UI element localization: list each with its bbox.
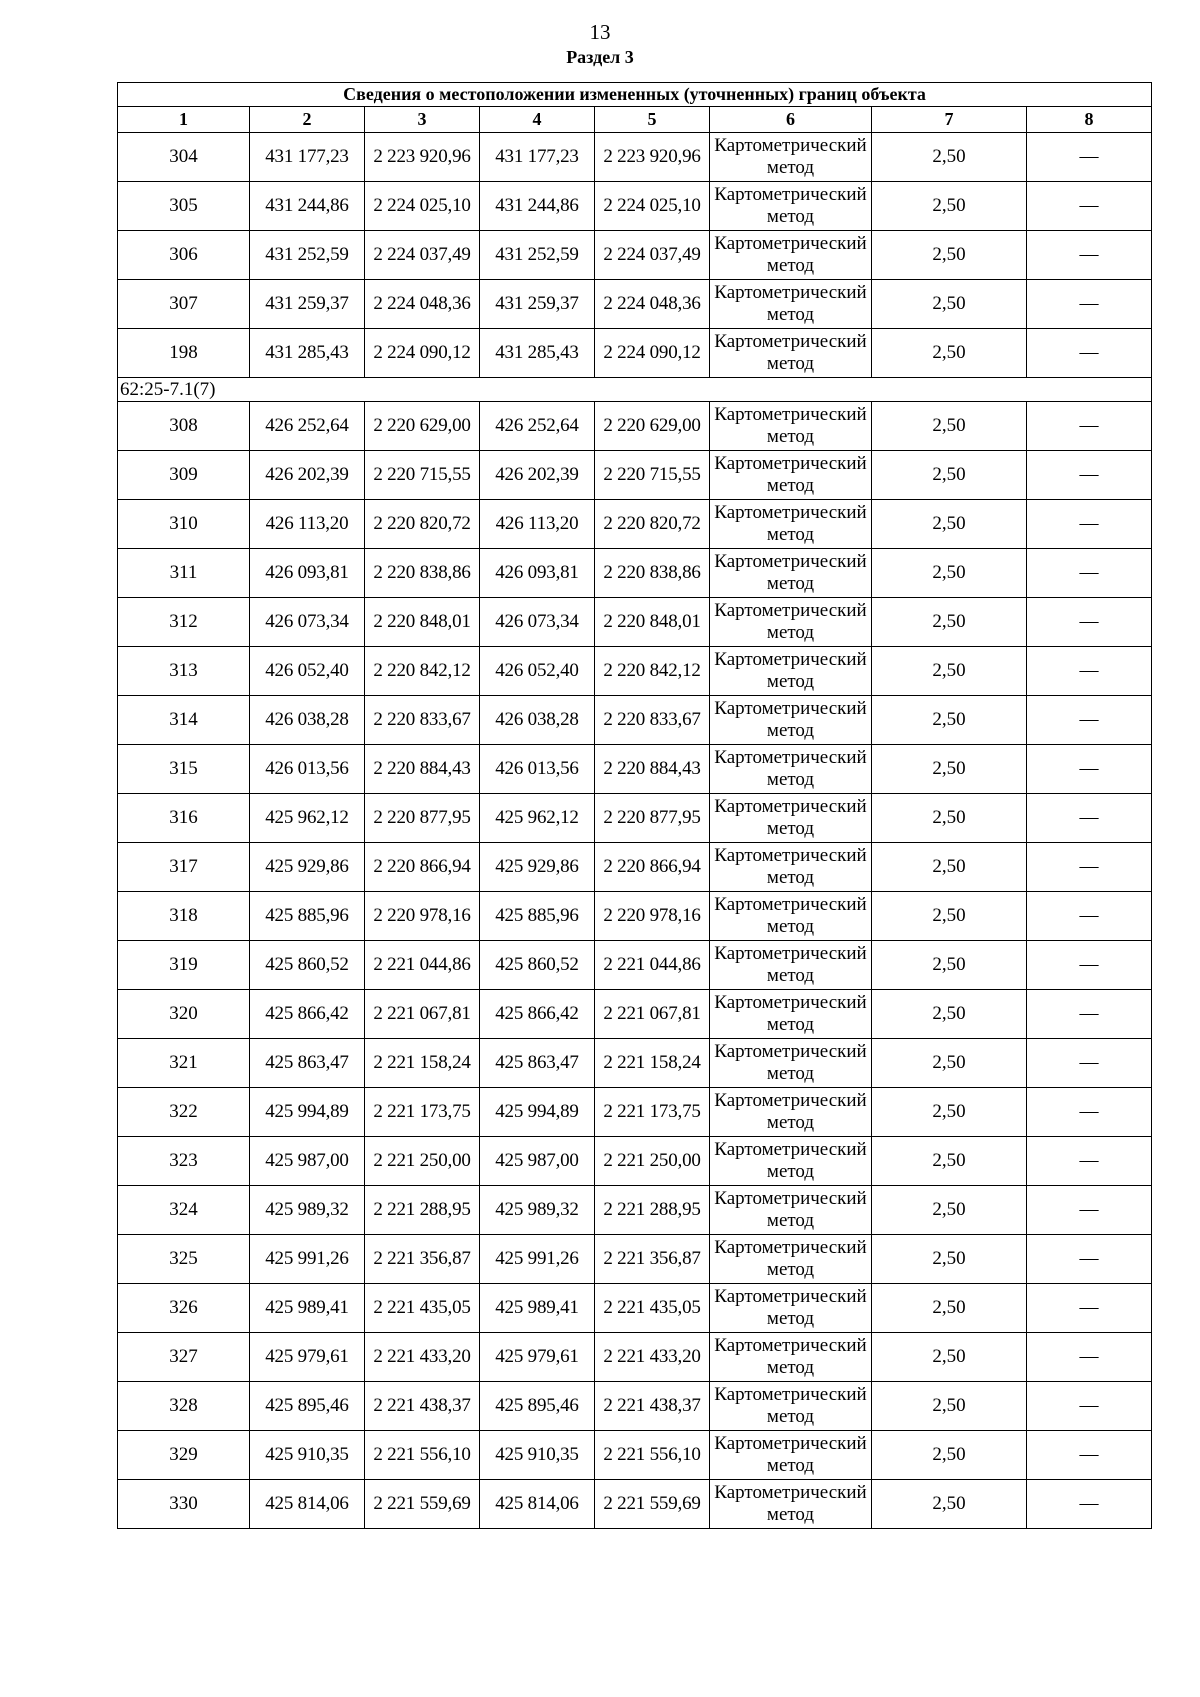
existing-x-cell: 426 093,81 (250, 549, 365, 598)
refined-y-cell: 2 221 438,37 (595, 1382, 710, 1431)
point-number-cell: 325 (118, 1235, 250, 1284)
refined-x-cell: 425 991,26 (480, 1235, 595, 1284)
table-row (118, 892, 1152, 941)
table-caption: Сведения о местоположении измененных (уточненных) границ объекта (118, 83, 1152, 107)
point-number-cell: 321 (118, 1039, 250, 1088)
refined-x-cell: 425 989,32 (480, 1186, 595, 1235)
existing-y-cell: 2 224 090,12 (365, 329, 480, 378)
point-number-cell: 313 (118, 647, 250, 696)
accuracy-cell: 2,50 (872, 1137, 1027, 1186)
accuracy-cell: 2,50 (872, 451, 1027, 500)
point-number-cell: 322 (118, 1088, 250, 1137)
method-cell: Картометрический метод (710, 647, 872, 696)
existing-y-cell: 2 221 433,20 (365, 1333, 480, 1382)
existing-x-cell: 426 038,28 (250, 696, 365, 745)
existing-x-cell: 425 989,32 (250, 1186, 365, 1235)
refined-y-cell: 2 221 435,05 (595, 1284, 710, 1333)
refined-y-cell: 2 220 629,00 (595, 402, 710, 451)
refined-y-cell: 2 224 048,36 (595, 280, 710, 329)
accuracy-cell: 2,50 (872, 1088, 1027, 1137)
point-number-cell: 324 (118, 1186, 250, 1235)
accuracy-cell: 2,50 (872, 696, 1027, 745)
table-body (118, 133, 1152, 1529)
existing-x-cell: 425 814,06 (250, 1480, 365, 1529)
column-number: 7 (872, 107, 1027, 133)
description-cell: — (1027, 1431, 1152, 1480)
existing-x-cell: 426 252,64 (250, 402, 365, 451)
existing-y-cell: 2 220 978,16 (365, 892, 480, 941)
description-cell: — (1027, 647, 1152, 696)
method-cell: Картометрический метод (710, 402, 872, 451)
existing-y-cell: 2 220 820,72 (365, 500, 480, 549)
table-row (118, 941, 1152, 990)
description-cell: — (1027, 1235, 1152, 1284)
existing-y-cell: 2 224 025,10 (365, 182, 480, 231)
accuracy-cell: 2,50 (872, 794, 1027, 843)
column-number: 5 (595, 107, 710, 133)
method-cell: Картометрический метод (710, 1088, 872, 1137)
description-cell: — (1027, 1088, 1152, 1137)
refined-y-cell: 2 223 920,96 (595, 133, 710, 182)
accuracy-cell: 2,50 (872, 1431, 1027, 1480)
existing-x-cell: 425 994,89 (250, 1088, 365, 1137)
refined-x-cell: 425 895,46 (480, 1382, 595, 1431)
refined-x-cell: 425 863,47 (480, 1039, 595, 1088)
existing-y-cell: 2 220 715,55 (365, 451, 480, 500)
accuracy-cell: 2,50 (872, 1186, 1027, 1235)
existing-y-cell: 2 223 920,96 (365, 133, 480, 182)
method-cell: Картометрический метод (710, 1137, 872, 1186)
description-cell: — (1027, 231, 1152, 280)
point-number-cell: 311 (118, 549, 250, 598)
point-number-cell: 309 (118, 451, 250, 500)
point-number-cell: 305 (118, 182, 250, 231)
accuracy-cell: 2,50 (872, 329, 1027, 378)
table-row (118, 549, 1152, 598)
accuracy-cell: 2,50 (872, 745, 1027, 794)
refined-x-cell: 426 093,81 (480, 549, 595, 598)
description-cell: — (1027, 794, 1152, 843)
description-cell: — (1027, 451, 1152, 500)
method-cell: Картометрический метод (710, 990, 872, 1039)
method-cell: Картометрический метод (710, 794, 872, 843)
description-cell: — (1027, 1186, 1152, 1235)
refined-x-cell: 425 885,96 (480, 892, 595, 941)
refined-y-cell: 2 220 820,72 (595, 500, 710, 549)
refined-x-cell: 431 244,86 (480, 182, 595, 231)
table-row (118, 133, 1152, 182)
refined-y-cell: 2 221 356,87 (595, 1235, 710, 1284)
point-number-cell: 310 (118, 500, 250, 549)
refined-y-cell: 2 221 433,20 (595, 1333, 710, 1382)
point-number-cell: 308 (118, 402, 250, 451)
description-cell: — (1027, 1137, 1152, 1186)
refined-y-cell: 2 221 288,95 (595, 1186, 710, 1235)
existing-y-cell: 2 224 048,36 (365, 280, 480, 329)
existing-x-cell: 425 979,61 (250, 1333, 365, 1382)
point-number-cell: 319 (118, 941, 250, 990)
existing-x-cell: 425 989,41 (250, 1284, 365, 1333)
refined-x-cell: 431 177,23 (480, 133, 595, 182)
refined-x-cell: 425 979,61 (480, 1333, 595, 1382)
table-row (118, 1039, 1152, 1088)
refined-y-cell: 2 221 067,81 (595, 990, 710, 1039)
point-number-cell: 315 (118, 745, 250, 794)
table-row (118, 329, 1152, 378)
existing-y-cell: 2 220 833,67 (365, 696, 480, 745)
refined-x-cell: 426 252,64 (480, 402, 595, 451)
table-row (118, 231, 1152, 280)
point-number-cell: 316 (118, 794, 250, 843)
table-row (118, 1382, 1152, 1431)
existing-y-cell: 2 221 250,00 (365, 1137, 480, 1186)
table-caption-row (118, 83, 1152, 107)
method-cell: Картометрический метод (710, 745, 872, 794)
method-cell: Картометрический метод (710, 598, 872, 647)
refined-y-cell: 2 224 037,49 (595, 231, 710, 280)
method-cell: Картометрический метод (710, 182, 872, 231)
existing-x-cell: 426 113,20 (250, 500, 365, 549)
existing-y-cell: 2 220 866,94 (365, 843, 480, 892)
accuracy-cell: 2,50 (872, 133, 1027, 182)
method-cell: Картометрический метод (710, 500, 872, 549)
refined-y-cell: 2 221 044,86 (595, 941, 710, 990)
method-cell: Картометрический метод (710, 941, 872, 990)
accuracy-cell: 2,50 (872, 843, 1027, 892)
description-cell: — (1027, 133, 1152, 182)
description-cell: — (1027, 598, 1152, 647)
existing-y-cell: 2 221 435,05 (365, 1284, 480, 1333)
point-number-cell: 326 (118, 1284, 250, 1333)
table-row (118, 451, 1152, 500)
description-cell: — (1027, 1382, 1152, 1431)
method-cell: Картометрический метод (710, 231, 872, 280)
accuracy-cell: 2,50 (872, 549, 1027, 598)
method-cell: Картометрический метод (710, 1284, 872, 1333)
existing-x-cell: 426 052,40 (250, 647, 365, 696)
point-number-cell: 329 (118, 1431, 250, 1480)
method-cell: Картометрический метод (710, 1333, 872, 1382)
table-row (118, 1137, 1152, 1186)
description-cell: — (1027, 1480, 1152, 1529)
existing-y-cell: 2 221 438,37 (365, 1382, 480, 1431)
description-cell: — (1027, 182, 1152, 231)
point-number-cell: 317 (118, 843, 250, 892)
refined-y-cell: 2 224 025,10 (595, 182, 710, 231)
description-cell: — (1027, 1333, 1152, 1382)
accuracy-cell: 2,50 (872, 1480, 1027, 1529)
existing-x-cell: 425 895,46 (250, 1382, 365, 1431)
description-cell: — (1027, 402, 1152, 451)
point-number-cell: 328 (118, 1382, 250, 1431)
method-cell: Картометрический метод (710, 1431, 872, 1480)
point-number-cell: 320 (118, 990, 250, 1039)
existing-y-cell: 2 220 629,00 (365, 402, 480, 451)
existing-y-cell: 2 221 559,69 (365, 1480, 480, 1529)
column-number-row (118, 107, 1152, 133)
existing-x-cell: 425 991,26 (250, 1235, 365, 1284)
existing-y-cell: 2 221 288,95 (365, 1186, 480, 1235)
refined-y-cell: 2 220 884,43 (595, 745, 710, 794)
point-number-cell: 312 (118, 598, 250, 647)
point-number-cell: 318 (118, 892, 250, 941)
existing-x-cell: 426 202,39 (250, 451, 365, 500)
description-cell: — (1027, 892, 1152, 941)
refined-x-cell: 431 285,43 (480, 329, 595, 378)
method-cell: Картометрический метод (710, 1039, 872, 1088)
refined-x-cell: 425 814,06 (480, 1480, 595, 1529)
table-row (118, 1480, 1152, 1529)
existing-x-cell: 431 252,59 (250, 231, 365, 280)
table-row (118, 280, 1152, 329)
refined-y-cell: 2 220 877,95 (595, 794, 710, 843)
section-title: Раздел 3 (566, 47, 634, 67)
existing-y-cell: 2 221 158,24 (365, 1039, 480, 1088)
existing-x-cell: 425 962,12 (250, 794, 365, 843)
refined-x-cell: 425 962,12 (480, 794, 595, 843)
refined-y-cell: 2 224 090,12 (595, 329, 710, 378)
existing-x-cell: 425 885,96 (250, 892, 365, 941)
existing-x-cell: 425 866,42 (250, 990, 365, 1039)
refined-y-cell: 2 220 842,12 (595, 647, 710, 696)
accuracy-cell: 2,50 (872, 892, 1027, 941)
column-number: 8 (1027, 107, 1152, 133)
accuracy-cell: 2,50 (872, 500, 1027, 549)
existing-y-cell: 2 221 173,75 (365, 1088, 480, 1137)
table-row (118, 696, 1152, 745)
table-row (118, 647, 1152, 696)
table-row (118, 182, 1152, 231)
accuracy-cell: 2,50 (872, 1235, 1027, 1284)
refined-y-cell: 2 221 556,10 (595, 1431, 710, 1480)
method-cell: Картометрический метод (710, 549, 872, 598)
existing-y-cell: 2 220 848,01 (365, 598, 480, 647)
refined-y-cell: 2 221 158,24 (595, 1039, 710, 1088)
table-row (118, 1431, 1152, 1480)
existing-x-cell: 426 013,56 (250, 745, 365, 794)
description-cell: — (1027, 329, 1152, 378)
accuracy-cell: 2,50 (872, 231, 1027, 280)
page-number: 13 (589, 20, 611, 44)
description-cell: — (1027, 696, 1152, 745)
description-cell: — (1027, 843, 1152, 892)
refined-y-cell: 2 221 250,00 (595, 1137, 710, 1186)
description-cell: — (1027, 941, 1152, 990)
method-cell: Картометрический метод (710, 892, 872, 941)
method-cell: Картометрический метод (710, 1235, 872, 1284)
refined-y-cell: 2 220 833,67 (595, 696, 710, 745)
accuracy-cell: 2,50 (872, 941, 1027, 990)
description-cell: — (1027, 500, 1152, 549)
point-number-cell: 306 (118, 231, 250, 280)
table-row (118, 500, 1152, 549)
column-number: 3 (365, 107, 480, 133)
existing-x-cell: 431 177,23 (250, 133, 365, 182)
method-cell: Картометрический метод (710, 696, 872, 745)
existing-x-cell: 425 863,47 (250, 1039, 365, 1088)
accuracy-cell: 2,50 (872, 280, 1027, 329)
refined-x-cell: 425 860,52 (480, 941, 595, 990)
refined-y-cell: 2 221 559,69 (595, 1480, 710, 1529)
accuracy-cell: 2,50 (872, 647, 1027, 696)
existing-y-cell: 2 221 356,87 (365, 1235, 480, 1284)
refined-y-cell: 2 221 173,75 (595, 1088, 710, 1137)
existing-y-cell: 2 220 838,86 (365, 549, 480, 598)
point-number-cell: 314 (118, 696, 250, 745)
refined-x-cell: 426 038,28 (480, 696, 595, 745)
refined-x-cell: 425 866,42 (480, 990, 595, 1039)
existing-x-cell: 425 929,86 (250, 843, 365, 892)
point-number-cell: 330 (118, 1480, 250, 1529)
existing-y-cell: 2 221 067,81 (365, 990, 480, 1039)
table-row (118, 794, 1152, 843)
existing-x-cell: 431 285,43 (250, 329, 365, 378)
method-cell: Картометрический метод (710, 1480, 872, 1529)
existing-x-cell: 425 987,00 (250, 1137, 365, 1186)
refined-x-cell: 426 202,39 (480, 451, 595, 500)
point-number-cell: 323 (118, 1137, 250, 1186)
existing-y-cell: 2 221 556,10 (365, 1431, 480, 1480)
table-row (118, 598, 1152, 647)
accuracy-cell: 2,50 (872, 990, 1027, 1039)
refined-x-cell: 431 252,59 (480, 231, 595, 280)
refined-x-cell: 426 113,20 (480, 500, 595, 549)
table-row (118, 1333, 1152, 1382)
refined-x-cell: 425 929,86 (480, 843, 595, 892)
description-cell: — (1027, 1284, 1152, 1333)
accuracy-cell: 2,50 (872, 598, 1027, 647)
accuracy-cell: 2,50 (872, 182, 1027, 231)
refined-y-cell: 2 220 848,01 (595, 598, 710, 647)
method-cell: Картометрический метод (710, 1186, 872, 1235)
boundary-coordinates-table (117, 82, 1152, 1529)
existing-x-cell: 425 910,35 (250, 1431, 365, 1480)
description-cell: — (1027, 1039, 1152, 1088)
table-row (118, 402, 1152, 451)
point-number-cell: 307 (118, 280, 250, 329)
existing-y-cell: 2 220 842,12 (365, 647, 480, 696)
existing-y-cell: 2 224 037,49 (365, 231, 480, 280)
method-cell: Картометрический метод (710, 280, 872, 329)
table-row (118, 745, 1152, 794)
method-cell: Картометрический метод (710, 843, 872, 892)
group-row (118, 378, 1152, 402)
existing-y-cell: 2 220 884,43 (365, 745, 480, 794)
method-cell: Картометрический метод (710, 329, 872, 378)
description-cell: — (1027, 990, 1152, 1039)
existing-y-cell: 2 220 877,95 (365, 794, 480, 843)
refined-x-cell: 426 073,34 (480, 598, 595, 647)
method-cell: Картометрический метод (710, 1382, 872, 1431)
method-cell: Картометрический метод (710, 133, 872, 182)
column-number: 4 (480, 107, 595, 133)
refined-x-cell: 426 013,56 (480, 745, 595, 794)
refined-x-cell: 425 987,00 (480, 1137, 595, 1186)
refined-x-cell: 425 989,41 (480, 1284, 595, 1333)
existing-x-cell: 425 860,52 (250, 941, 365, 990)
group-label: 62:25-7.1(7) (118, 378, 1152, 402)
accuracy-cell: 2,50 (872, 1284, 1027, 1333)
existing-x-cell: 426 073,34 (250, 598, 365, 647)
refined-y-cell: 2 220 838,86 (595, 549, 710, 598)
existing-x-cell: 431 244,86 (250, 182, 365, 231)
table-row (118, 1088, 1152, 1137)
table-row (118, 1186, 1152, 1235)
accuracy-cell: 2,50 (872, 1333, 1027, 1382)
existing-y-cell: 2 221 044,86 (365, 941, 480, 990)
refined-x-cell: 425 910,35 (480, 1431, 595, 1480)
column-number: 6 (710, 107, 872, 133)
refined-y-cell: 2 220 866,94 (595, 843, 710, 892)
table-row (118, 1284, 1152, 1333)
accuracy-cell: 2,50 (872, 402, 1027, 451)
refined-y-cell: 2 220 978,16 (595, 892, 710, 941)
refined-x-cell: 426 052,40 (480, 647, 595, 696)
column-number: 1 (118, 107, 250, 133)
description-cell: — (1027, 280, 1152, 329)
table-row (118, 990, 1152, 1039)
accuracy-cell: 2,50 (872, 1382, 1027, 1431)
table-row (118, 1235, 1152, 1284)
refined-x-cell: 431 259,37 (480, 280, 595, 329)
refined-x-cell: 425 994,89 (480, 1088, 595, 1137)
column-number: 2 (250, 107, 365, 133)
method-cell: Картометрический метод (710, 451, 872, 500)
existing-x-cell: 431 259,37 (250, 280, 365, 329)
refined-y-cell: 2 220 715,55 (595, 451, 710, 500)
description-cell: — (1027, 549, 1152, 598)
table-row (118, 843, 1152, 892)
point-number-cell: 304 (118, 133, 250, 182)
accuracy-cell: 2,50 (872, 1039, 1027, 1088)
point-number-cell: 327 (118, 1333, 250, 1382)
description-cell: — (1027, 745, 1152, 794)
point-number-cell: 198 (118, 329, 250, 378)
